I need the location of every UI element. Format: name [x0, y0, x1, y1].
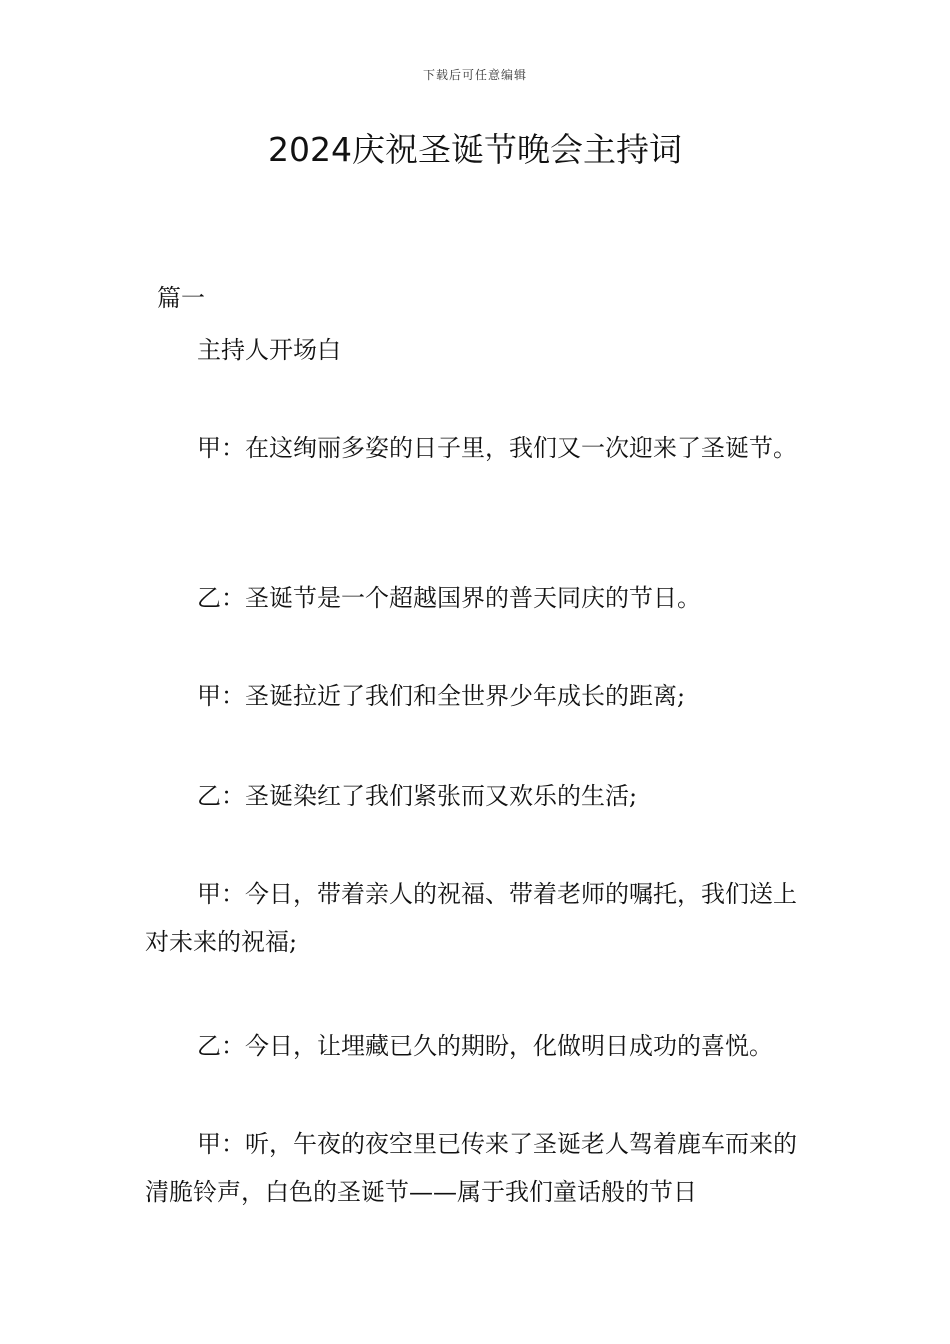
paragraph: 甲：听，午夜的夜空里已传来了圣诞老人驾着鹿车而来的清脆铃声，白色的圣诞节——属于我们童话般的节日 [145, 1130, 797, 1206]
paragraph: 乙：圣诞染红了我们紧张而又欢乐的生活; [197, 782, 638, 810]
paragraph: 甲：圣诞拉近了我们和全世界少年成长的距离; [197, 682, 686, 710]
paragraph: 乙：圣诞节是一个超越国界的普天同庆的节日。 [197, 584, 701, 612]
paragraph: 乙：今日，让埋藏已久的期盼，化做明日成功的喜悦。 [197, 1032, 773, 1060]
header-note: 下载后可任意编辑 [422, 68, 527, 82]
section-label: 篇一 [157, 284, 205, 312]
paragraph: 主持人开场白 [197, 336, 341, 364]
paragraph: 甲：今日，带着亲人的祝福、带着老师的嘱托，我们送上对未来的祝福; [145, 880, 797, 956]
paragraph: 甲：在这绚丽多姿的日子里，我们又一次迎来了圣诞节。 [197, 434, 797, 462]
document-title: 2024庆祝圣诞节晚会主持词 [268, 130, 682, 169]
